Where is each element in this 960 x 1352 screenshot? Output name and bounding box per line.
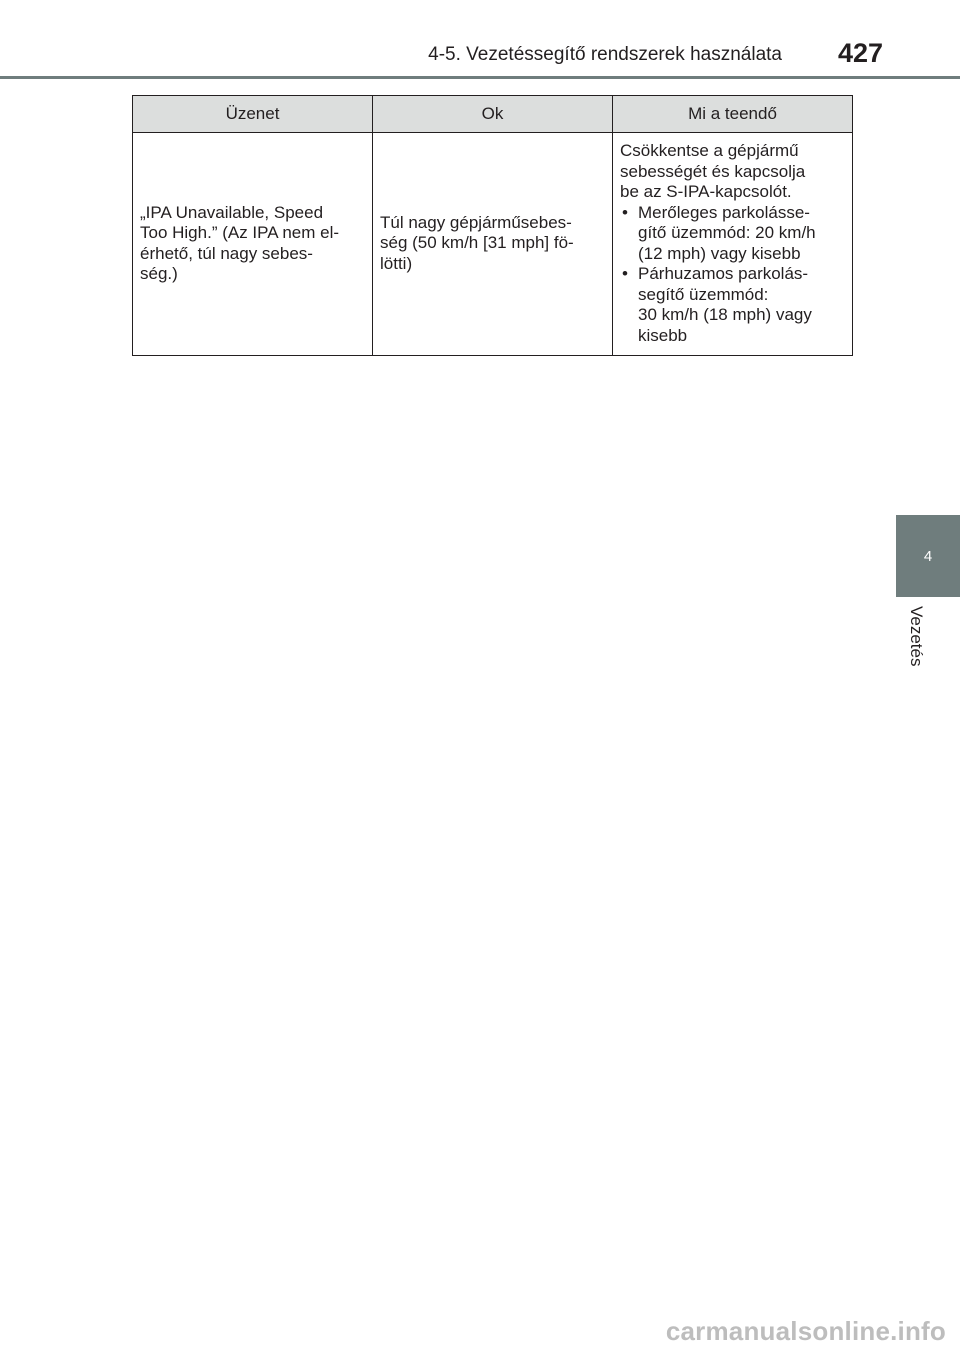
bullet-line: 30 km/h (18 mph) vagy [638,305,812,324]
section-title: 4-5. Vezetéssegítő rendszerek használata [428,44,782,65]
chapter-tab: 4 [896,515,960,597]
table-header-row [133,96,853,133]
cause-line: lötti) [380,253,413,273]
cause-line: Túl nagy gépjárműsebes- [380,212,572,232]
action-intro-line: be az S-IPA-kapcsolót. [620,182,792,201]
column-header-cause: Ok [373,96,613,133]
bullet-line: (12 mph) vagy kisebb [638,243,801,263]
column-header-action: Mi a teendő [613,96,853,133]
message-line: „IPA Unavailable, Speed [140,202,324,222]
watermark: carmanualsonline.info [665,1316,946,1346]
action-cell [613,133,853,356]
message-cell [133,133,373,356]
bullet-line: segítő üzemmód: [638,284,769,304]
message-line: érhető, túl nagy sebes- [140,243,313,263]
bullet-line: • Merőleges parkolásse- [638,202,810,222]
cause-line: ség (50 km/h [31 mph] fö- [380,233,574,253]
header-divider [0,76,960,79]
action-bullet-item [620,203,846,265]
action-intro-line: Csökkentse a gépjármű [620,141,799,160]
bullet-line: gítő üzemmód: 20 km/h [638,223,816,242]
action-bullet-list [620,203,846,347]
cause-cell [373,133,613,356]
page-number: 427 [837,38,883,68]
bullet-line: kisebb [638,325,688,345]
message-table [132,95,853,356]
message-line: Too High.” (Az IPA nem el- [140,223,340,242]
action-bullet-item [620,264,846,346]
action-intro-line: sebességét és kapcsolja [620,161,806,181]
message-line: ség.) [140,264,178,283]
column-header-message: Üzenet [133,96,373,133]
chapter-label: Vezetés [907,606,926,667]
bullet-line: • Párhuzamos parkolás- [638,264,809,283]
table-row [133,133,853,356]
